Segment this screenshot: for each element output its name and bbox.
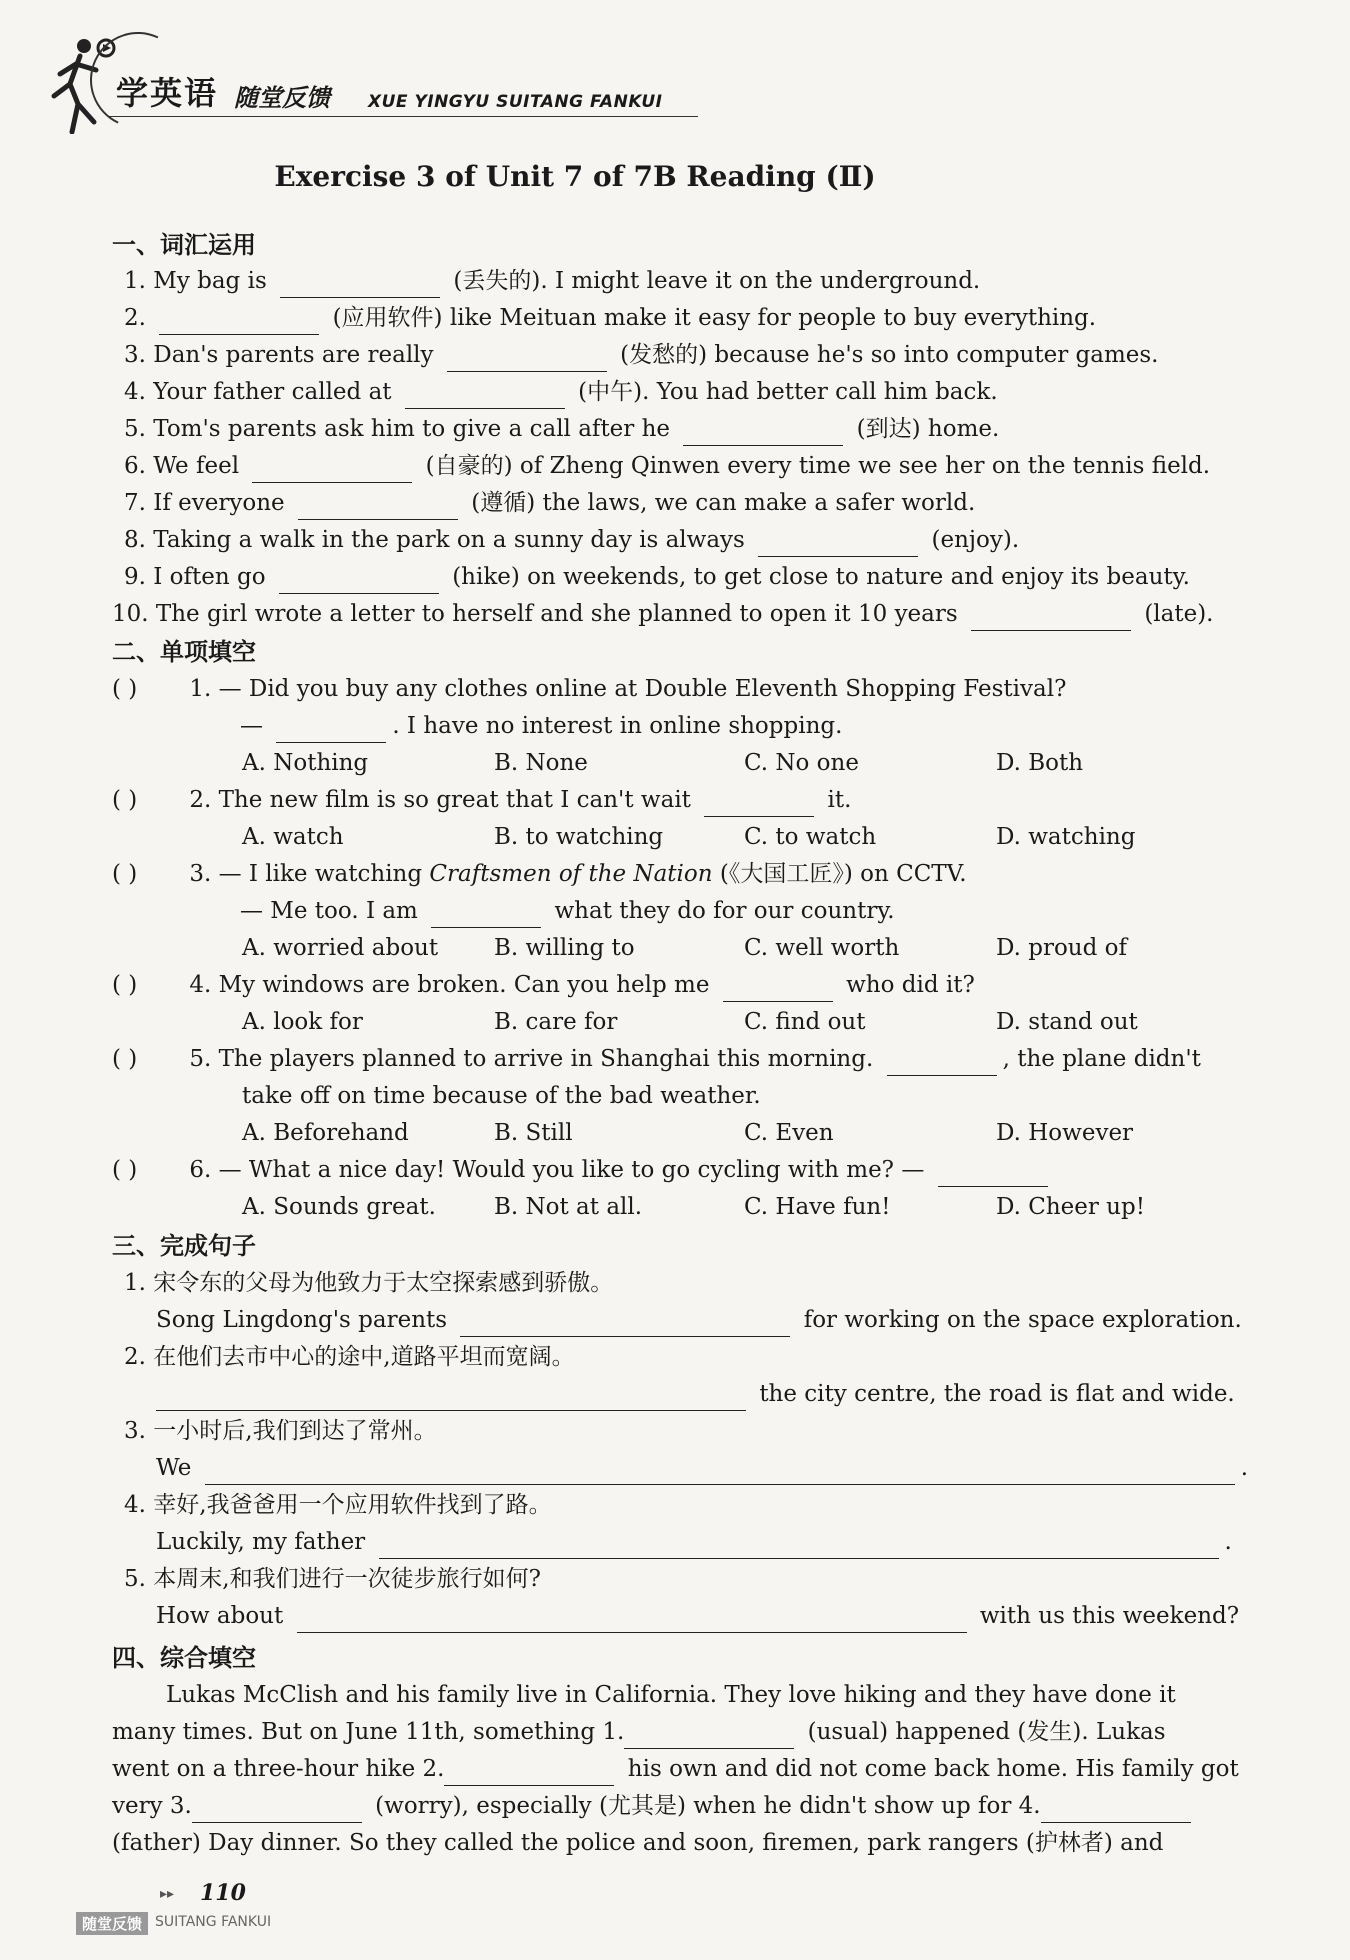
- answer-blank[interactable]: [971, 604, 1131, 631]
- item-number: 1.: [124, 1270, 146, 1296]
- answer-paren[interactable]: ( ): [112, 1157, 138, 1183]
- blank-number: 1.: [602, 1719, 625, 1745]
- mc-options-3: [242, 931, 1142, 965]
- item-text: (发愁的) because he's so into computer games.: [620, 342, 1159, 368]
- sentence-prefix: Luckily, my father: [156, 1529, 366, 1555]
- answer-paren[interactable]: ( ): [112, 787, 138, 813]
- option-a[interactable]: A. worried about: [242, 935, 439, 961]
- option-b[interactable]: B. Still: [494, 1120, 573, 1146]
- q-text: . I have no interest in online shopping.: [392, 713, 843, 739]
- passage-text: many times. But on June 11th, something: [112, 1719, 596, 1745]
- q-text: who did it?: [846, 972, 975, 998]
- item-number: 8.: [124, 527, 146, 553]
- q-text: The new film is so great that I can't wait: [218, 787, 691, 813]
- answer-blank[interactable]: [447, 345, 607, 372]
- q-text: — Did you buy any clothes online at Double Eleventh Shopping Festival?: [218, 676, 1067, 702]
- item-number: 9.: [124, 564, 146, 590]
- option-d[interactable]: D. watching: [996, 824, 1136, 850]
- item-text: Your father called at: [153, 379, 392, 405]
- sentence-suffix: with us this weekend?: [979, 1603, 1240, 1629]
- footer-tab: 随堂反馈: [76, 1912, 148, 1935]
- item-text: (遵循) the laws, we can make a safer world.: [471, 490, 976, 516]
- item-text: (中午). You had better call him back.: [578, 379, 998, 405]
- section-4-heading: 四、综合填空: [112, 1644, 256, 1672]
- option-b[interactable]: B. Not at all.: [494, 1194, 643, 1220]
- header-brand: 学英语: [116, 74, 219, 112]
- option-a[interactable]: A. look for: [242, 1009, 363, 1035]
- q-text: it.: [827, 787, 852, 813]
- answer-paren[interactable]: ( ): [112, 1046, 138, 1072]
- header-pinyin: XUE YINGYU SUITANG FANKUI: [368, 92, 663, 112]
- q-number: 4.: [189, 972, 212, 998]
- mc-question-5-line2: take off on time because of the bad weather.: [242, 1083, 761, 1109]
- answer-blank[interactable]: [887, 1049, 997, 1076]
- item-text: I often go: [153, 564, 266, 590]
- vocab-item-3: [124, 338, 1159, 372]
- passage-line-1: Lukas McClish and his family live in California. They love hiking and they have done it: [166, 1682, 1176, 1708]
- chinese-prompt: 幸好,我爸爸用一个应用软件找到了路。: [153, 1492, 552, 1518]
- item-number: 5.: [124, 416, 146, 442]
- vocab-item-6: [124, 449, 1210, 483]
- sentence-prefix: Song Lingdong's parents: [156, 1307, 448, 1333]
- mc-question-5: [112, 1042, 1201, 1076]
- item-text: (late).: [1144, 601, 1214, 627]
- option-c[interactable]: C. Have fun!: [744, 1194, 891, 1220]
- sentence-1-chinese: [124, 1266, 613, 1300]
- q-number: 5.: [189, 1046, 212, 1072]
- answer-blank[interactable]: [704, 790, 814, 817]
- option-d[interactable]: D. stand out: [996, 1009, 1138, 1035]
- vocab-item-7: [124, 486, 975, 520]
- option-b[interactable]: B. care for: [494, 1009, 618, 1035]
- q-text: — I like watching: [218, 861, 423, 887]
- item-number: 2.: [124, 1344, 146, 1370]
- passage-line-4: [112, 1789, 1197, 1823]
- answer-paren[interactable]: ( ): [112, 972, 138, 998]
- answer-blank[interactable]: [758, 530, 918, 557]
- sentence-suffix: .: [1240, 1455, 1249, 1481]
- q-number: 6.: [189, 1157, 212, 1183]
- answer-paren[interactable]: ( ): [112, 861, 138, 887]
- item-text: (自豪的) of Zheng Qinwen every time we see her on the tennis field.: [425, 453, 1211, 479]
- answer-blank[interactable]: [156, 1384, 746, 1411]
- q-number: 3.: [189, 861, 212, 887]
- item-number: 3.: [124, 1418, 146, 1444]
- option-a[interactable]: A. Nothing: [242, 750, 369, 776]
- chinese-prompt: 在他们去市中心的途中,道路平坦而宽阔。: [153, 1344, 575, 1370]
- blank-number: 4.: [1018, 1793, 1041, 1819]
- mc-options-1: [242, 746, 1142, 780]
- sentence-prefix: We: [156, 1455, 192, 1481]
- sentence-4-english: [156, 1525, 1232, 1559]
- answer-blank[interactable]: [298, 493, 458, 520]
- item-number: 4.: [124, 1492, 146, 1518]
- sentence-1-english: [156, 1303, 1242, 1337]
- option-b[interactable]: B. willing to: [494, 935, 635, 961]
- answer-blank[interactable]: [1041, 1796, 1191, 1823]
- answer-blank[interactable]: [460, 1310, 790, 1337]
- vocab-item-4: [124, 375, 998, 409]
- page-title: Exercise 3 of Unit 7 of 7B Reading (Ⅱ): [274, 160, 876, 193]
- answer-blank[interactable]: [252, 456, 412, 483]
- option-c[interactable]: C. find out: [744, 1009, 866, 1035]
- double-arrow-icon: ▸▸: [160, 1886, 175, 1902]
- answer-paren[interactable]: ( ): [112, 676, 138, 702]
- item-text: Dan's parents are really: [153, 342, 434, 368]
- q-text: , the plane didn't: [1002, 1046, 1201, 1072]
- item-number: 6.: [124, 453, 146, 479]
- sentence-3-english: [156, 1451, 1248, 1485]
- q-text: (《大国工匠》) on CCTV.: [719, 861, 967, 887]
- item-number: 5.: [124, 1566, 146, 1592]
- passage-text: his own and did not come back home. His family got: [627, 1756, 1239, 1782]
- answer-blank[interactable]: [624, 1722, 794, 1749]
- q-text: —: [240, 713, 263, 739]
- option-c[interactable]: C. Even: [744, 1120, 834, 1146]
- passage-line-2: [112, 1715, 1166, 1749]
- sentence-2-english: [156, 1377, 1235, 1411]
- item-text: My bag is: [153, 268, 267, 294]
- mc-question-4: [112, 968, 975, 1002]
- item-text: (应用软件) like Meituan make it easy for people to buy everything.: [332, 305, 1097, 331]
- mc-question-1-line2: [240, 709, 842, 743]
- sentence-suffix: the city centre, the road is flat and wide.: [759, 1381, 1235, 1407]
- q-text: My windows are broken. Can you help me: [218, 972, 710, 998]
- answer-blank[interactable]: [431, 901, 541, 928]
- item-text: (enjoy).: [931, 527, 1020, 553]
- item-number: 10.: [112, 601, 149, 627]
- item-text: (到达) home.: [856, 416, 1000, 442]
- header-brand-sub: 随堂反馈: [234, 84, 330, 112]
- option-c[interactable]: C. well worth: [744, 935, 900, 961]
- chinese-prompt: 宋令东的父母为他致力于太空探索感到骄傲。: [153, 1270, 614, 1296]
- answer-blank[interactable]: [405, 382, 565, 409]
- option-c[interactable]: C. No one: [744, 750, 859, 776]
- option-b[interactable]: B. to watching: [494, 824, 664, 850]
- section-2-heading: 二、单项填空: [112, 638, 256, 666]
- passage-text: (usual) happened (发生). Lukas: [807, 1719, 1166, 1745]
- sentence-suffix: for working on the space exploration.: [803, 1307, 1242, 1333]
- passage-text: (worry), especially (尤其是) when he didn't show up for: [375, 1793, 1012, 1819]
- option-c[interactable]: C. to watch: [744, 824, 877, 850]
- item-text: We feel: [153, 453, 240, 479]
- q-text: — Me too. I am: [240, 898, 418, 924]
- blank-number: 2.: [422, 1756, 445, 1782]
- q-text: —: [901, 1157, 925, 1183]
- answer-blank[interactable]: [276, 716, 386, 743]
- sentence-5-chinese: [124, 1562, 541, 1596]
- vocab-item-10: [112, 597, 1214, 631]
- sentence-2-chinese: [124, 1340, 575, 1374]
- option-d[interactable]: D. However: [996, 1120, 1134, 1146]
- option-b[interactable]: B. None: [494, 750, 588, 776]
- item-number: 1.: [124, 268, 146, 294]
- sentence-prefix: How about: [156, 1603, 284, 1629]
- vocab-item-2: [124, 301, 1096, 335]
- q-text: what they do for our country.: [554, 898, 895, 924]
- header: [48, 24, 688, 134]
- answer-blank[interactable]: [379, 1532, 1219, 1559]
- item-text: If everyone: [153, 490, 285, 516]
- blank-number: 3.: [169, 1793, 192, 1819]
- option-d[interactable]: D. Cheer up!: [996, 1194, 1145, 1220]
- sentence-suffix: .: [1224, 1529, 1232, 1555]
- q-text: — What a nice day! Would you like to go cycling with me?: [218, 1157, 895, 1183]
- page-number: 110: [200, 1880, 246, 1906]
- q-number: 1.: [189, 676, 212, 702]
- vocab-item-5: [124, 412, 999, 446]
- answer-blank[interactable]: [938, 1160, 1048, 1187]
- section-1-heading: 一、词汇运用: [112, 231, 256, 259]
- mc-question-3: [112, 857, 967, 891]
- item-number: 4.: [124, 379, 146, 405]
- answer-blank[interactable]: [723, 975, 833, 1002]
- q-number: 2.: [189, 787, 212, 813]
- passage-text: very: [112, 1793, 163, 1819]
- answer-blank[interactable]: [683, 419, 843, 446]
- mc-options-2: [242, 820, 1142, 854]
- mc-options-6: [242, 1190, 1145, 1224]
- section-3-heading: 三、完成句子: [112, 1232, 256, 1260]
- item-number: 3.: [124, 342, 146, 368]
- mc-options-5: [242, 1116, 1142, 1150]
- answer-blank[interactable]: [192, 1796, 362, 1823]
- vocab-item-9: [124, 560, 1190, 594]
- option-a[interactable]: A. Beforehand: [242, 1120, 409, 1146]
- sentence-4-chinese: [124, 1488, 552, 1522]
- passage-line-5: (father) Day dinner. So they called the police and soon, firemen, park rangers (护林者) and: [112, 1830, 1164, 1856]
- chinese-prompt: 一小时后,我们到达了常州。: [153, 1418, 437, 1444]
- answer-blank[interactable]: [205, 1458, 1235, 1485]
- option-d[interactable]: D. Both: [996, 750, 1084, 776]
- vocab-item-8: [124, 523, 1019, 557]
- mc-options-4: [242, 1005, 1142, 1039]
- passage-text: went on a three-hour hike: [112, 1756, 416, 1782]
- mc-question-3-line2: [240, 894, 895, 928]
- answer-blank[interactable]: [297, 1606, 967, 1633]
- option-d[interactable]: D. proud of: [996, 935, 1128, 961]
- q-text-italic: Craftsmen of the Nation: [429, 861, 713, 887]
- mc-question-1: [112, 672, 1066, 706]
- chinese-prompt: 本周末,和我们进行一次徒步旅行如何?: [153, 1566, 541, 1592]
- vocab-item-1: [124, 264, 980, 298]
- q-text: The players planned to arrive in Shanghai this morning.: [218, 1046, 874, 1072]
- item-text: (hike) on weekends, to get close to nature and enjoy its beauty.: [452, 564, 1190, 590]
- footer-tab-pinyin: SUITANG FANKUI: [155, 1914, 272, 1930]
- item-text: Tom's parents ask him to give a call after he: [153, 416, 671, 442]
- item-text: (丢失的). I might leave it on the underground.: [453, 268, 981, 294]
- answer-blank[interactable]: [279, 567, 439, 594]
- item-text: Taking a walk in the park on a sunny day is always: [153, 527, 745, 553]
- item-number: 2.: [124, 305, 146, 331]
- header-rule: [108, 116, 698, 117]
- answer-blank[interactable]: [444, 1759, 614, 1786]
- answer-blank[interactable]: [280, 271, 440, 298]
- sentence-5-english: [156, 1599, 1239, 1633]
- option-a[interactable]: A. watch: [242, 824, 344, 850]
- item-text: The girl wrote a letter to herself and she planned to open it 10 years: [155, 601, 958, 627]
- option-a[interactable]: A. Sounds great.: [242, 1194, 436, 1220]
- item-number: 7.: [124, 490, 146, 516]
- mc-question-6: [112, 1153, 1054, 1187]
- answer-blank[interactable]: [159, 308, 319, 335]
- passage-line-3: [112, 1752, 1239, 1786]
- mc-question-2: [112, 783, 851, 817]
- sentence-3-chinese: [124, 1414, 437, 1448]
